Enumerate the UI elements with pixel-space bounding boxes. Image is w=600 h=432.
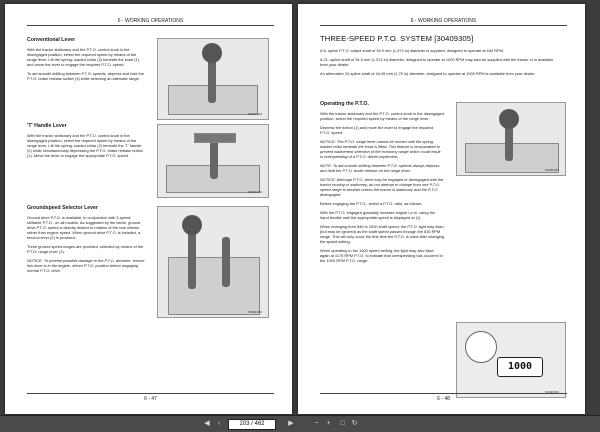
figure-conventional-lever <box>157 38 269 120</box>
console-plate <box>168 257 260 315</box>
paragraph: When operating in the 1000 speed setting, the light may also flash again at 1170 RPM P.T.O. to indicate that overspeeding has occurred in the 1000 RPM P.T.O. range. <box>320 248 443 263</box>
paragraph: Ground drive P.T.O. is available, in conjunction with 3-speed, shiftable P.T.O., on all models. As suggested by the name, ground drive P.T.O. speed is directly related to rotation of the rear wheels rather than engine speed. When ground drive P.T.O. is installed, a second lever (2) is provided. <box>27 215 141 240</box>
figure-t-handle <box>157 124 269 198</box>
t-handle-grip <box>194 133 236 143</box>
figure-groundspeed <box>157 206 269 318</box>
page-footer: 6 - 48 <box>320 393 567 402</box>
figure-code: SS09F049 <box>247 190 262 194</box>
pto-speed-display: 1000 <box>497 357 543 377</box>
section-title: Operating the P.T.O. <box>320 101 369 107</box>
lever-knob <box>499 109 519 129</box>
section-conventional-lever <box>27 38 145 85</box>
paragraph: To aid smooth shifting between P.T.O. speeds, depress and hold the P.T.O. brake release switch (3) while selecting an alternate range. <box>27 71 144 81</box>
paragraph: With the P.T.O. engaged gradually increase engine r.p.m. using the hand throttle until the appropriate speed is displayed at (1). <box>320 210 435 220</box>
paragraph: Before engaging the P.T.O., select a P.T.O. ratio, as follows. <box>320 201 423 206</box>
paragraph: With the tractor stationary and the P.T.O. control knob is the disengaged position, select the required speed by means of the range lever. Lift the spring- loaded collar (2) beneath the knob (1) and move the lever to engage the required P.T.O. speed. <box>27 47 140 67</box>
page-48 <box>298 4 585 414</box>
paragraph: With the tractor stationary and the P.T.O. control knob in the disengaged position, select the required speed by means of the range lever. Lift the spring- loaded collar (2) beneath the 'T' handle (2) while simultaneously depressing the P.T.O. brake release button (1). Move the lever to engage the appropriate P.T.O. speed. <box>27 133 144 158</box>
next-page-icon[interactable]: ▶ <box>288 420 294 427</box>
figure-code: SS09F039 <box>247 112 262 116</box>
notice: NOTICE: The P.T.O. range lever cannot be moved until the spring- loaded collar beneath the knob is lifted. This feature is incorporated to prevent inadvertent selection of the economy range which could result in overspeeding of a P.T.O. driven implement. <box>320 139 441 159</box>
figure-code: SS09F050 <box>247 310 262 314</box>
page-number-input[interactable]: 203 / 462 <box>228 419 276 430</box>
figure-pto-lever <box>456 102 566 176</box>
page-47 <box>5 4 292 414</box>
page-title: THREE-SPEED P.T.O. SYSTEM [30409305] <box>320 34 474 43</box>
figure-code: SS09F051 <box>544 390 559 394</box>
paragraph: An alternative 20-spline shaft of 44.45 mm (1.75 in) diameter, designed to operate at 1000 RPM is available from your dealer. <box>320 71 536 76</box>
fit-page-icon[interactable]: □ <box>340 420 345 427</box>
rotate-icon[interactable]: ↻ <box>351 420 358 427</box>
figure-pto-display <box>456 322 566 398</box>
previous-page-icon[interactable]: ◀ <box>204 420 210 427</box>
page-footer: 6 - 47 <box>27 393 274 402</box>
viewer-toolbar <box>0 415 600 432</box>
paragraph: When changing from 540 to 1000 shaft speed, the P.T.O. light may flash (but may be ignored) as the shaft speed passes through the 630 RPM range. This will only occur the first time the P.T.O. is used after changing the speed setting. <box>320 224 444 244</box>
figure-code: SS09F045 <box>544 168 559 172</box>
first-page-icon[interactable]: ‹ <box>217 420 221 427</box>
pto-range-lever <box>188 229 196 289</box>
paragraph: Three ground speed ranges are provided, selected by means of the P.T.O. range lever (1). <box>27 244 144 254</box>
section-t-handle <box>27 124 145 162</box>
paragraph: Depress the button (1) and move the lever to engage the required P.T.O. speed. <box>320 125 434 135</box>
t-handle-lever <box>210 139 218 179</box>
page-header: 6 - WORKING OPERATIONS <box>320 18 567 26</box>
zoom-in-icon[interactable]: + <box>326 420 331 427</box>
notice: NOTICE: To prevent possible damage to the P.T.O. driveline, ensure this lever is in the engine- driven P.T.O. position before engaging normal P.T.O. drive. <box>27 258 145 273</box>
section-title: Groundspeed Selector Lever <box>27 205 98 211</box>
section-title: 'T' Handle Lever <box>27 123 67 129</box>
lever-knob <box>202 43 222 63</box>
tachometer-gauge <box>465 331 497 363</box>
section-groundspeed <box>27 206 145 277</box>
page-header: 6 - WORKING OPERATIONS <box>27 18 274 26</box>
lever-knob <box>182 215 202 235</box>
paragraph: A 6- spline P.T.O. output shaft of 34.9 mm (1.374 in) diameter is supplied, designed to operate at 540 RPM. <box>320 48 504 53</box>
notice: NOTICE: Although P.T.O. drive may be engaged or disengaged with the tractor moving or stationary, do not attempt to change from one P.T.O. speed range to another unless the tractor is stationary and the P.T.O. disengaged. <box>320 177 444 197</box>
paragraph: With the tractor stationary and the P.T.O. control knob in the disengaged position, select the required speed by means of the range lever. <box>320 111 444 121</box>
operating-text <box>320 102 444 267</box>
section-title: Conventional Lever <box>27 37 76 43</box>
intro-text <box>320 48 560 80</box>
groundspeed-lever <box>222 237 230 287</box>
paragraph: A 21- spline shaft of 34.9 mm (1.374 in) diameter, designed to operate at 1000 RPM may also be supplied with the tractor or is available from your dealer. <box>320 57 554 67</box>
note: NOTE: To aid smooth shifting between P.T.O. speeds always depress and hold the P.T.O. brake release on the range lever. <box>320 163 440 173</box>
zoom-out-icon[interactable]: − <box>314 420 319 427</box>
